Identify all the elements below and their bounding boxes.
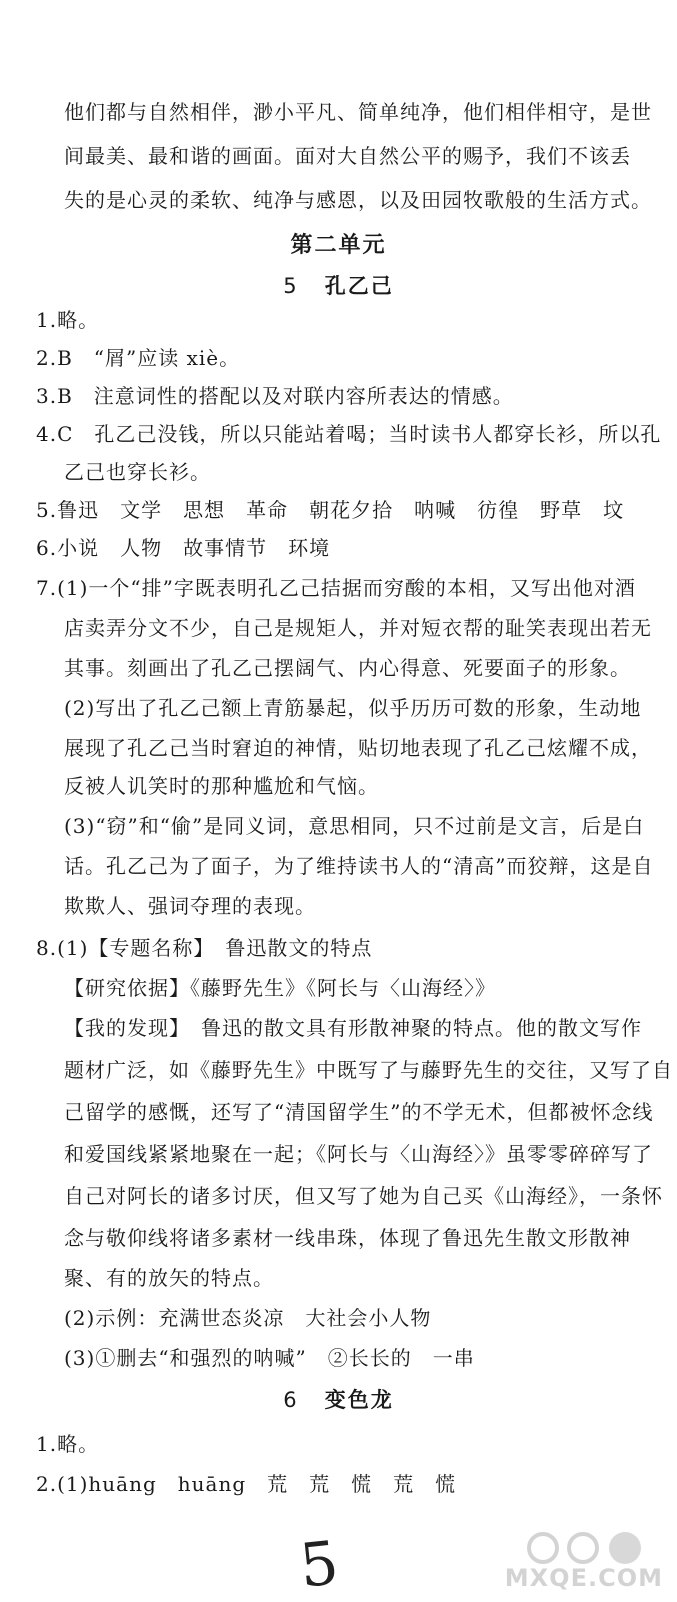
answer-line: (2)示例：充满世态炎凉 大社会小人物 xyxy=(64,1306,432,1330)
lesson6-heading xyxy=(0,1386,677,1414)
intro-line-2: 间最美、最和谐的画面。面对大自然公平的赐予，我们不该丢 xyxy=(64,144,631,168)
answer-line: 1.略。 xyxy=(36,1432,100,1456)
lesson6-number: 6 xyxy=(283,1388,299,1412)
answer-line: (3)①删去“和强烈的呐喊” ②长长的 一串 xyxy=(64,1346,475,1370)
answer-line: 4.C 孔乙己没钱，所以只能站着喝；当时读书人都穿长衫，所以孔 xyxy=(36,422,662,446)
answer-line: 自己对阿长的诸多讨厌，但又写了她为自己买《山海经》，一条怀 xyxy=(64,1184,663,1208)
answer-line: 和爱国线紧紧地聚在一起；《阿长与〈山海经〉》虽零零碎碎写了 xyxy=(64,1142,653,1166)
answer-line: 7.(1)一个“排”字既表明孔乙己拮据而穷酸的本相，又写出他对酒 xyxy=(36,576,636,600)
page-number: 5 xyxy=(296,1528,342,1602)
answer-line: 5.鲁迅 文学 思想 革命 朝花夕拾 呐喊 彷徨 野草 坟 xyxy=(36,498,625,522)
answer-line: (3)“窃”和“偷”是同义词，意思相同，只不过前是文言，后是白 xyxy=(64,814,645,838)
answer-line: 题材广泛，如《藤野先生》中既写了与藤野先生的交往，又写了自 xyxy=(64,1058,673,1082)
lesson5-title: 孔乙己 xyxy=(324,274,394,298)
answer-line: 【研究依据】《藤野先生》《阿长与〈山海经〉》 xyxy=(64,976,496,1000)
answer-line: 1.略。 xyxy=(36,308,100,332)
answer-line: 8.(1)【专题名称】 鲁迅散文的特点 xyxy=(36,936,373,960)
intro-line-3: 失的是心灵的柔软、纯净与感恩，以及田园牧歌般的生活方式。 xyxy=(64,188,652,212)
answer-line: (2)写出了孔乙己额上青筋暴起，似乎历历可数的形象，生动地 xyxy=(64,696,642,720)
answer-line: 其事。刻画出了孔乙己摆阔气、内心得意、死要面子的形象。 xyxy=(64,656,631,680)
answer-line: 话。孔乙己为了面子，为了维持读书人的“清高”而狡辩，这是自 xyxy=(64,854,654,878)
answer-line: 己留学的感慨，还写了“清国留学生”的不学无术，但都被怀念线 xyxy=(64,1100,654,1124)
answer-line: 2.B “屑”应读 xiè。 xyxy=(36,346,241,370)
watermark-url: MXQE.COM xyxy=(504,1564,663,1592)
answer-line: 3.B 注意词性的搭配以及对联内容所表达的情感。 xyxy=(36,384,514,408)
unit-title: 第二单元 xyxy=(290,233,387,258)
answer-line: 6.小说 人物 故事情节 环境 xyxy=(36,536,331,560)
answer-line: 欺欺人、强词夺理的表现。 xyxy=(64,894,316,918)
lesson6-title: 变色龙 xyxy=(324,1388,394,1412)
watermark xyxy=(504,1530,667,1594)
answer-line: 2.(1)huāng huāng 荒 荒 慌 荒 慌 xyxy=(36,1472,457,1496)
answer-line: 展现了孔乙己当时窘迫的神情，贴切地表现了孔乙己炫耀不成， xyxy=(64,736,652,760)
answer-line: 店卖弄分文不少，自己是规矩人，并对短衣帮的耻笑表现出若无 xyxy=(64,616,652,640)
lesson5-heading xyxy=(0,272,677,300)
answer-line: 反被人讥笑时的那种尴尬和气恼。 xyxy=(64,774,379,798)
answer-line: 聚、有的放矢的特点。 xyxy=(64,1266,274,1290)
lesson5-number: 5 xyxy=(283,274,299,298)
intro-line-1: 他们都与自然相伴，渺小平凡、简单纯净，他们相伴相守，是世 xyxy=(64,100,652,124)
watermark-logo-icon xyxy=(521,1530,661,1566)
answer-line: 【我的发现】 鲁迅的散文具有形散神聚的特点。他的散文写作 xyxy=(64,1016,642,1040)
answer-line: 念与敬仰线将诸多素材一线串珠，体现了鲁迅先生散文形散神 xyxy=(64,1226,631,1250)
answer-line: 乙己也穿长衫。 xyxy=(64,460,211,484)
